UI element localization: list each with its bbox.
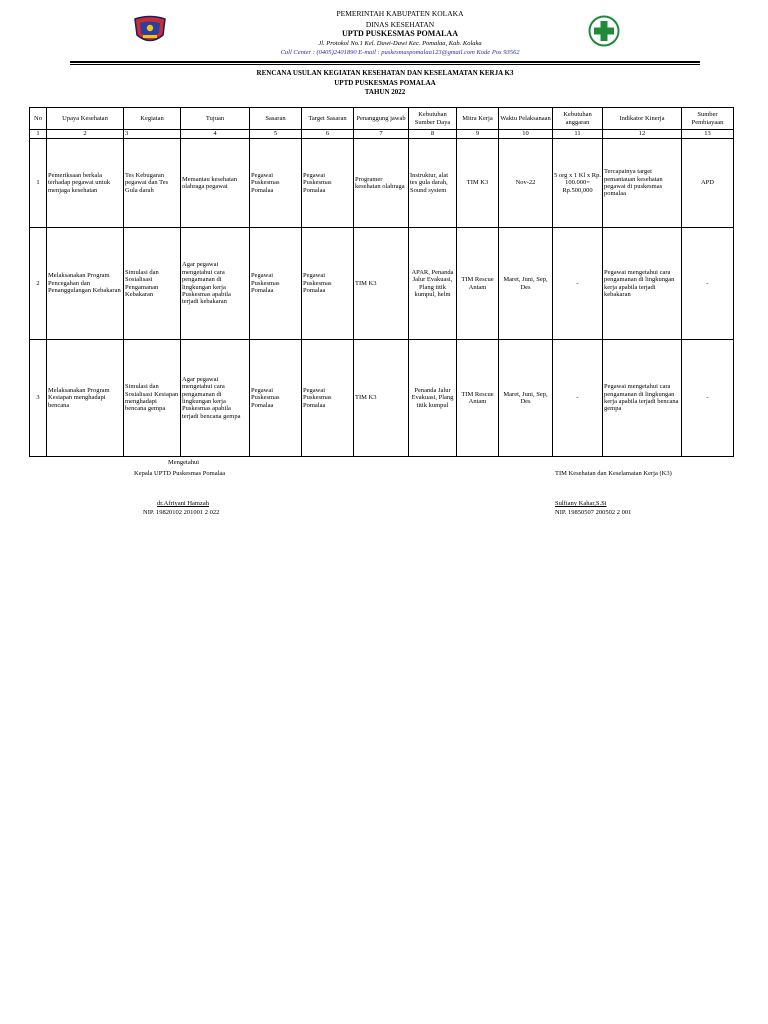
column-number: 5 [250, 130, 302, 139]
table-cell: TIM K3 [354, 340, 409, 457]
kop-contact: Call Center : (0405)2401890 E-mail : puskesmaspomalaa123@gmail.com Kode Pos 93562 [280, 49, 520, 56]
table-cell: Pegawai Puskesmas Pomalaa [250, 228, 302, 340]
table-cell: Melaksanakan Program Kesiapan menghadapi bencana [47, 340, 124, 457]
header-cell: Target Sasaran [302, 108, 354, 130]
table-cell: 1 [30, 139, 47, 228]
column-number: 4 [181, 130, 250, 139]
kop-divider-thick [70, 61, 700, 63]
table-cell: - [682, 340, 734, 457]
header-cell: Waktu Pelaksanaan [499, 108, 553, 130]
column-number: 10 [499, 130, 553, 139]
column-number: 1 [30, 130, 47, 139]
header-cell: Penanggung jawab [354, 108, 409, 130]
header-cell: Tujuan [181, 108, 250, 130]
table-cell: - [553, 228, 603, 340]
table-cell: Pegawai Puskesmas Pomalaa [302, 139, 354, 228]
sig-left-nip: NIP. 19820102 201001 2 022 [143, 509, 220, 516]
column-number: 2 [47, 130, 124, 139]
table-cell: Pegawai Puskesmas Pomalaa [302, 340, 354, 457]
table-cell: TIM K3 [354, 228, 409, 340]
kop-divider-thin [70, 64, 700, 65]
header-cell: Sasaran [250, 108, 302, 130]
table-cell: 5 org x 1 Kl x Rp. 100.000= Rp.500,000 [553, 139, 603, 228]
table-cell: Simulasi dan Sosialisasi Pengamanan Kebakaran [124, 228, 181, 340]
table-cell: Maret, Juni, Sep, Des [499, 228, 553, 340]
header-row [30, 108, 734, 130]
column-number: 12 [603, 130, 682, 139]
kop-department: DINAS KESEHATAN [365, 20, 435, 29]
table-cell: TIM Rescue Antam [457, 228, 499, 340]
table-cell: 3 [30, 340, 47, 457]
table-cell: APAR, Penanda Jalur Evakuasi, Plang titik kumpul, helm [409, 228, 457, 340]
sig-right-title: TIM Kesehatan dan Keselamatan Kerja (K3) [555, 470, 672, 477]
column-number: 3 [124, 130, 181, 139]
table-cell: TIM K3 [457, 139, 499, 228]
header-cell: Mitra Kerja [457, 108, 499, 130]
header-cell: Kegiatan [124, 108, 181, 130]
header-cell: Sumber Pembiayaan [682, 108, 734, 130]
table-cell: APD [682, 139, 734, 228]
column-number: 8 [409, 130, 457, 139]
activity-plan-table [29, 107, 734, 457]
table-row [30, 340, 734, 457]
table-row [30, 228, 734, 340]
doc-year: TAHUN 2022 [364, 88, 406, 96]
table-cell: - [682, 228, 734, 340]
table-row [30, 139, 734, 228]
header-cell: No [30, 108, 47, 130]
table-cell: - [553, 340, 603, 457]
table-cell: Simulasi dan Sosialisasi Kesiapan menghadapi bencana gempa [124, 340, 181, 457]
sig-left-label: Mengetahui [168, 459, 200, 466]
table-cell: Agar pegawai mengetahui cara pengamanan di lingkungan kerja Puskesmas apabila terjadi bencana gempa [181, 340, 250, 457]
header-cell: Kebutuhan Sumber Daya [409, 108, 457, 130]
table-cell: Penanda Jalur Evakuasi, Plang titik kumpul [409, 340, 457, 457]
sig-right-name: Sulfiany Kahar,S.Si [555, 500, 607, 507]
table-cell: Memantau kesehatan olahraga pegawai [181, 139, 250, 228]
sig-left-name: dr.Afriyani Hamzah [157, 500, 209, 507]
kop-address: Jl. Protokol No.1 Kel. Dawi-Dawi Kec. Pomalaa, Kab. Kolaka [318, 40, 482, 47]
doc-subtitle: UPTD PUSKESMAS POMALAA [334, 79, 436, 87]
table-cell: 2 [30, 228, 47, 340]
table-cell: Pegawai Puskesmas Pomalaa [302, 228, 354, 340]
header-cell: Upaya Kesehatan [47, 108, 124, 130]
column-number-row [30, 130, 734, 139]
header-cell: Indikator Kinerja [603, 108, 682, 130]
kop-government: PEMERINTAH KABUPATEN KOLAKA [336, 9, 464, 18]
table-cell: Agar pegawai mengetahui cara pengamanan di lingkungan kerja Puskesmas apabila terjadi kebakaran [181, 228, 250, 340]
column-number: 7 [354, 130, 409, 139]
kolaka-emblem-icon [132, 15, 168, 45]
column-number: 6 [302, 130, 354, 139]
column-number: 9 [457, 130, 499, 139]
kop-institution: UPTD PUSKESMAS POMALAA [341, 29, 458, 38]
table-cell: Pegawai Puskesmas Pomalaa [250, 340, 302, 457]
table-cell: Instruktur, alat tes gula darah, Sound system [409, 139, 457, 228]
sig-left-title: Kepala UPTD Puskesmas Pomalaa [134, 470, 226, 477]
sig-right-nip: NIP. 19850507 200502 2 001 [555, 509, 632, 516]
header-cell: Kebutuhan anggaran [553, 108, 603, 130]
table-cell: Pegawai Puskesmas Pomalaa [250, 139, 302, 228]
doc-title: RENCANA USULAN KEGIATAN KESEHATAN DAN KESELAMATAN KERJA K3 [256, 69, 514, 77]
table-cell: Maret, Juni, Sep, Des [499, 340, 553, 457]
column-number: 13 [682, 130, 734, 139]
table-cell: Programer kesehatan olahraga [354, 139, 409, 228]
table-cell: Nov-22 [499, 139, 553, 228]
table-cell: Pegawai mengetahui cara pengamanan di lingkungan kerja apabila terjadi kebakaran [603, 228, 682, 340]
table-cell: Melaksanakan Program Pencegahan dan Penanggulangan Kebakaran [47, 228, 124, 340]
table-cell: Tercapainya target pemantauan kesehatan pegawai di puskesmas pomalaa [603, 139, 682, 228]
table-cell: Pegawai mengetahui cara pengamanan di lingkungan kerja apabila terjadi bencana gempa [603, 340, 682, 457]
table-cell: Pemeriksaan berkala terhadap pegawai untuk menjaga kesehatan [47, 139, 124, 228]
column-number: 11 [553, 130, 603, 139]
table-cell: Tes Kebugaran pegawai dan Tes Gula darah [124, 139, 181, 228]
table-cell: TIM Rescue Antam [457, 340, 499, 457]
